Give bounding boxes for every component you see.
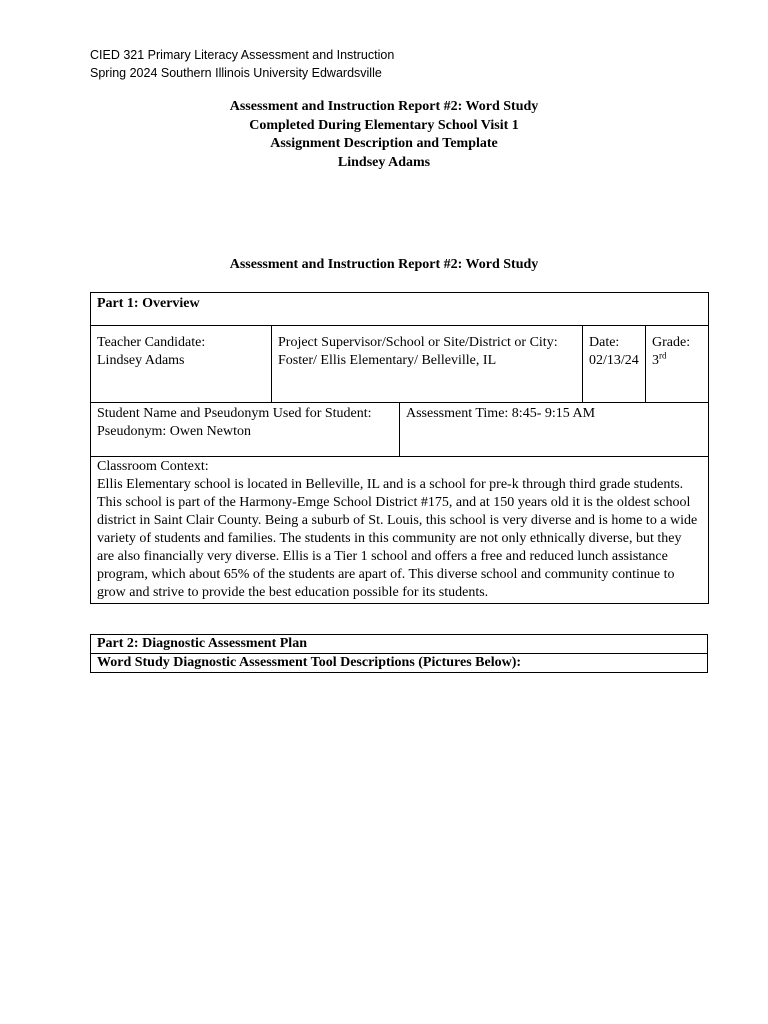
title-line-1: Assessment and Instruction Report #2: Word Study	[229, 99, 539, 114]
supervisor-cell	[272, 326, 583, 403]
tool-descriptions-heading: Word Study Diagnostic Assessment Tool Descriptions (Pictures Below):	[91, 654, 708, 673]
section-title: Assessment and Instruction Report #2: Word Study	[229, 257, 539, 272]
date-value: 02/13/24	[589, 353, 639, 368]
diagnostic-plan-table	[90, 634, 708, 673]
classroom-context-text: Ellis Elementary school is located in Belleville, IL and is a school for pre-k through third grade students. This school is part of the Harmony-Emge School District #175, and at 150 years old it is the oldest school district in Saint Clair County. Being a suburb of St. Louis, this school is very diverse and is home to a wide variety of students and families. The students in this community are not only ethnically diverse, but they are also financially very diverse. Ellis is a Tier 1 school and offers a free and reduced lunch assistance program, which about 65% of the students are apart of. This diverse school and community continue to grow and strive to provide the best education possible for its students.	[97, 477, 698, 600]
part2-heading: Part 2: Diagnostic Assessment Plan	[91, 635, 708, 654]
grade-number: 3	[652, 353, 659, 368]
supervisor-label: Project Supervisor/School or Site/District or City:	[278, 335, 558, 350]
student-pseudonym: Pseudonym: Owen Newton	[97, 424, 251, 439]
part1-heading: Part 1: Overview	[91, 293, 709, 326]
term-and-university: Spring 2024 Southern Illinois University Edwardsville	[90, 66, 382, 80]
teacher-candidate-label: Teacher Candidate:	[97, 335, 206, 350]
grade-ordinal: rd	[659, 350, 667, 361]
overview-table	[90, 292, 709, 604]
title-author: Lindsey Adams	[337, 154, 431, 170]
title-line-2: Completed During Elementary School Visit 1	[249, 117, 519, 133]
title-line-3: Assignment Description and Template	[270, 136, 498, 151]
student-name-cell	[91, 403, 400, 457]
date-cell	[583, 326, 646, 403]
grade-cell	[646, 326, 709, 403]
teacher-candidate-value: Lindsey Adams	[97, 353, 185, 368]
supervisor-value: Foster/ Ellis Elementary/ Belleville, IL	[278, 353, 497, 368]
grade-label: Grade:	[652, 335, 691, 350]
course-title: CIED 321 Primary Literacy Assessment and Instruction	[90, 48, 395, 62]
assessment-time-cell: Assessment Time: 8:45- 9:15 AM	[400, 403, 709, 457]
classroom-context-cell	[91, 457, 709, 604]
student-name-label: Student Name and Pseudonym Used for Student:	[97, 406, 372, 421]
grade-value	[652, 352, 702, 370]
document-title	[0, 98, 768, 172]
teacher-candidate-cell	[91, 326, 272, 403]
date-label: Date:	[589, 335, 620, 350]
classroom-context-label: Classroom Context:	[97, 459, 209, 474]
